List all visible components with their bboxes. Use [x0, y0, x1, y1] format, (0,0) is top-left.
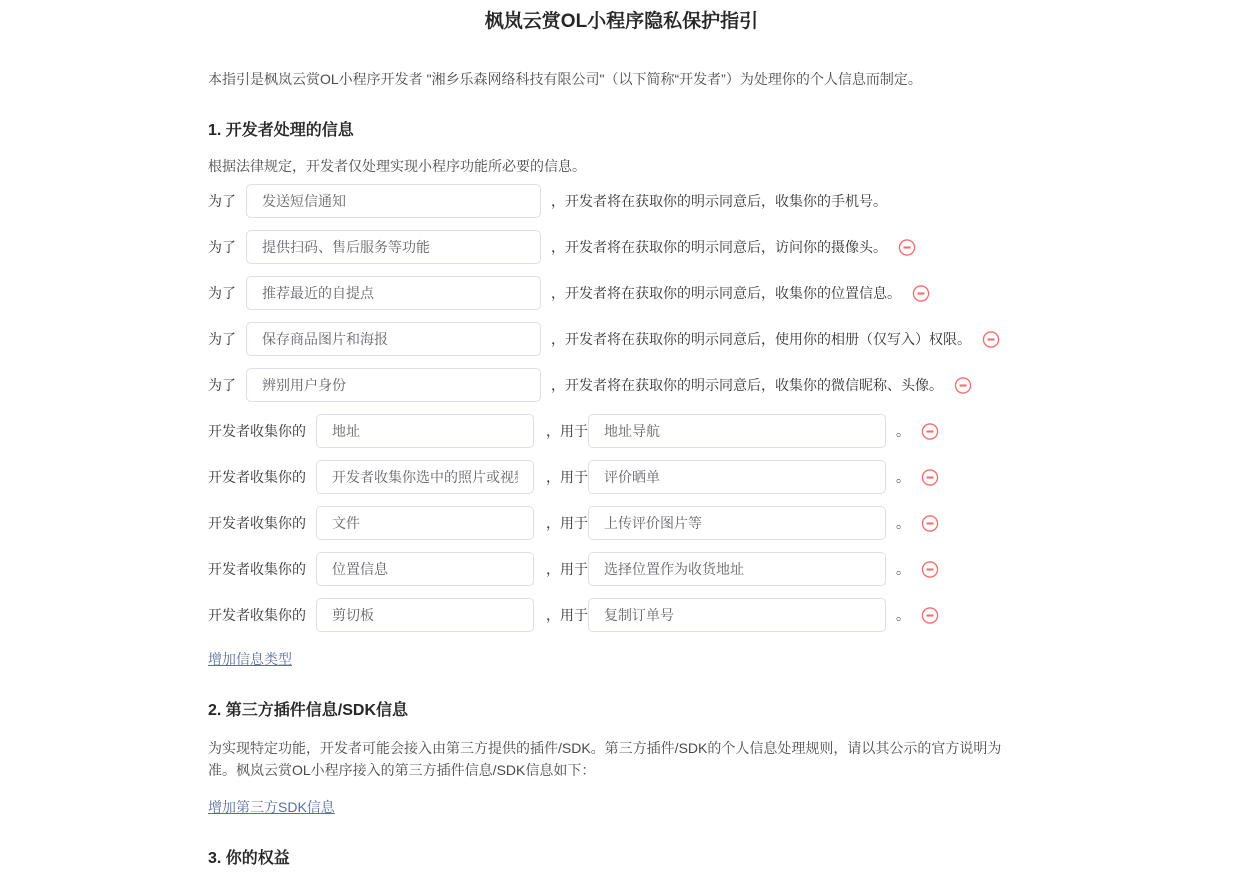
page-title: 枫岚云赏OL小程序隐私保护指引 — [484, 11, 759, 32]
remove-row-button[interactable] — [920, 559, 940, 579]
remove-row-button[interactable] — [920, 513, 940, 533]
add-info-type-link[interactable]: 增加信息类型 — [208, 651, 292, 667]
remove-row-button[interactable] — [897, 237, 917, 257]
permission-row-prefix: 为了 — [208, 331, 236, 347]
collect-row-middle: ，用于 — [546, 469, 588, 485]
collect-row-suffix: 。 — [896, 469, 910, 485]
permission-row — [208, 368, 1014, 402]
permission-row — [208, 276, 1014, 310]
permission-row-suffix: ，开发者将在获取你的明示同意后，收集你的手机号。 — [551, 193, 887, 209]
section-3-heading: 3. 你的权益 — [208, 850, 290, 867]
collect-row-suffix: 。 — [896, 515, 910, 531]
intro-paragraph: 本指引是枫岚云赏OL小程序开发者 "湘乡乐森网络科技有限公司"（以下简称“开发者”）为处理你的个人信息而制定。 — [208, 71, 922, 87]
collect-row-middle: ，用于 — [546, 561, 588, 577]
permission-row-prefix: 为了 — [208, 239, 236, 255]
permission-row-suffix: ，开发者将在获取你的明示同意后，使用你的相册（仅写入）权限。 — [551, 331, 971, 347]
collect-row-middle: ，用于 — [546, 423, 588, 439]
collect-info-input[interactable] — [316, 506, 534, 540]
collect-row — [208, 460, 1014, 494]
permission-purpose-input[interactable] — [246, 184, 541, 218]
section-1-heading: 1. 开发者处理的信息 — [208, 122, 354, 139]
minus-circle-icon — [954, 376, 972, 395]
permission-purpose-input[interactable] — [246, 276, 541, 310]
collect-row — [208, 506, 1014, 540]
collect-row-middle: ，用于 — [546, 515, 588, 531]
collect-row-prefix: 开发者收集你的 — [208, 423, 306, 439]
permission-row-suffix: ，开发者将在获取你的明示同意后，访问你的摄像头。 — [551, 239, 887, 255]
collect-purpose-input[interactable] — [588, 598, 886, 632]
collect-row-middle: ，用于 — [546, 607, 588, 623]
remove-row-button[interactable] — [920, 467, 940, 487]
collect-purpose-input[interactable] — [588, 414, 886, 448]
permission-row-prefix: 为了 — [208, 377, 236, 393]
collect-info-input[interactable] — [316, 414, 534, 448]
add-third-party-sdk-link[interactable]: 增加第三方SDK信息 — [208, 799, 335, 815]
section-2-description: 为实现特定功能，开发者可能会接入由第三方提供的插件/SDK。第三方插件/SDK的个人信息处理规则，请以其公示的官方说明为准。枫岚云赏OL小程序接入的第三方插件信息/SDK信息如下： — [208, 740, 1002, 778]
minus-circle-icon — [921, 468, 939, 487]
collect-row-prefix: 开发者收集你的 — [208, 561, 306, 577]
collect-row-suffix: 。 — [896, 423, 910, 439]
collect-row — [208, 598, 1014, 632]
permission-row-prefix: 为了 — [208, 193, 236, 209]
minus-circle-icon — [982, 330, 1000, 349]
collect-info-input[interactable] — [316, 598, 534, 632]
collect-row-prefix: 开发者收集你的 — [208, 515, 306, 531]
permission-row — [208, 184, 1014, 218]
collect-row-suffix: 。 — [896, 607, 910, 623]
collect-row — [208, 552, 1014, 586]
remove-row-button[interactable] — [911, 283, 931, 303]
permission-purpose-input[interactable] — [246, 368, 541, 402]
collect-purpose-input[interactable] — [588, 460, 886, 494]
remove-row-button[interactable] — [953, 375, 973, 395]
remove-row-button[interactable] — [920, 605, 940, 625]
minus-circle-icon — [921, 514, 939, 533]
permission-purpose-input[interactable] — [246, 322, 541, 356]
collect-purpose-input[interactable] — [588, 552, 886, 586]
collect-info-input[interactable] — [316, 460, 534, 494]
permission-row-prefix: 为了 — [208, 285, 236, 301]
collect-purpose-input[interactable] — [588, 506, 886, 540]
minus-circle-icon — [912, 284, 930, 303]
minus-circle-icon — [898, 238, 916, 257]
permission-purpose-input[interactable] — [246, 230, 541, 264]
collect-row-prefix: 开发者收集你的 — [208, 607, 306, 623]
minus-circle-icon — [921, 606, 939, 625]
remove-row-button[interactable] — [920, 421, 940, 441]
section-1-description: 根据法律规定，开发者仅处理实现小程序功能所必要的信息。 — [208, 158, 586, 174]
permission-row — [208, 230, 1014, 264]
collect-row-suffix: 。 — [896, 561, 910, 577]
collect-info-input[interactable] — [316, 552, 534, 586]
remove-row-button[interactable] — [981, 329, 1001, 349]
minus-circle-icon — [921, 422, 939, 441]
content-container — [208, 68, 1014, 870]
permission-row — [208, 322, 1014, 356]
permission-row-suffix: ，开发者将在获取你的明示同意后，收集你的微信昵称、头像。 — [551, 377, 943, 393]
collect-row — [208, 414, 1014, 448]
collect-row-prefix: 开发者收集你的 — [208, 469, 306, 485]
section-2-heading: 2. 第三方插件信息/SDK信息 — [208, 702, 409, 719]
permission-row-suffix: ，开发者将在获取你的明示同意后，收集你的位置信息。 — [551, 285, 901, 301]
minus-circle-icon — [921, 560, 939, 579]
